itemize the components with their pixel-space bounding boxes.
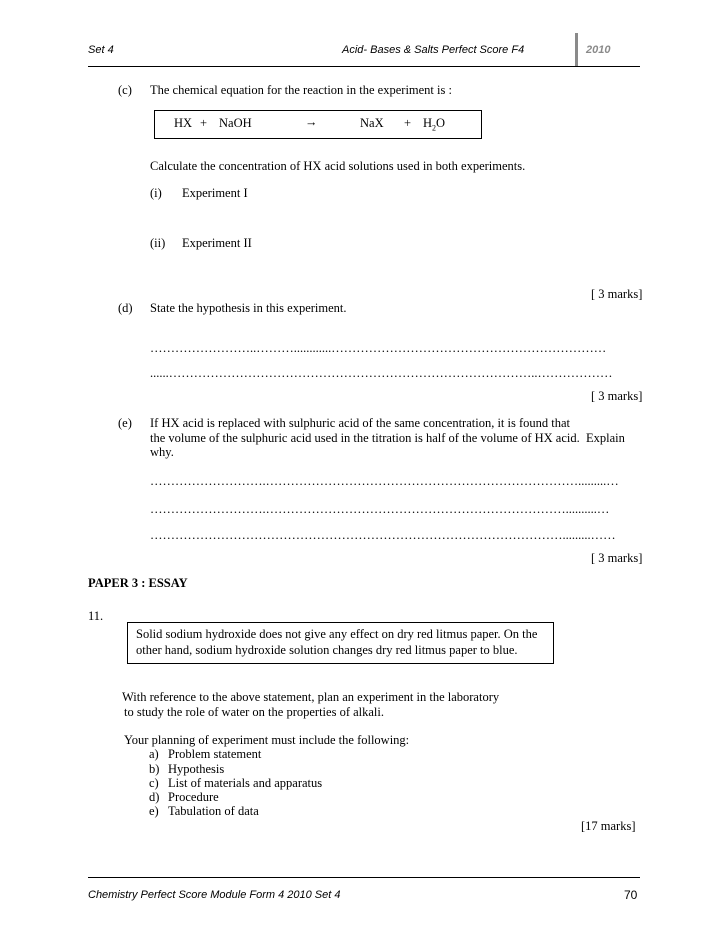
eq-hx: HX bbox=[174, 116, 193, 130]
header-set: Set 4 bbox=[88, 44, 114, 56]
plan-item-num: d) bbox=[149, 790, 160, 804]
statement-line-2: other hand, sodium hydroxide solution changes dry red litmus paper to blue. bbox=[136, 643, 518, 657]
d-marks: [ 3 marks] bbox=[591, 389, 643, 403]
header-divider bbox=[575, 33, 578, 66]
plan-item-text: List of materials and apparatus bbox=[168, 776, 323, 790]
d-answer-line-1: ……………………..………............………………………………………………………… bbox=[150, 341, 607, 355]
e-explain: Explain bbox=[586, 431, 625, 445]
eq-arrow: → bbox=[305, 115, 318, 129]
plan-item-text: Problem statement bbox=[168, 747, 262, 761]
plan-item-num: a) bbox=[149, 747, 159, 761]
plan-item-text: Procedure bbox=[168, 790, 219, 804]
e-question-line-1: If HX acid is replaced with sulphuric acid of the same concentration, it is found that bbox=[150, 416, 571, 430]
reference-line-1: With reference to the above statement, plan an experiment in the laboratory bbox=[122, 690, 500, 704]
c-item-num-2: (ii) bbox=[150, 236, 166, 250]
header-rule bbox=[88, 66, 640, 67]
e-answer-line-2: ……………………….………………………………………………………………..........… bbox=[150, 502, 610, 516]
eq-nax: NaX bbox=[360, 116, 384, 130]
plan-item-num: b) bbox=[149, 762, 160, 776]
plan-item-num: c) bbox=[149, 776, 159, 790]
footer-text: Chemistry Perfect Score Module Form 4 2010 Set 4 bbox=[88, 889, 341, 901]
d-question: State the hypothesis in this experiment. bbox=[150, 301, 347, 315]
plan-item-num: e) bbox=[149, 804, 159, 818]
e-marks: [ 3 marks] bbox=[591, 551, 643, 565]
e-label: (e) bbox=[118, 416, 132, 430]
page-number: 70 bbox=[624, 888, 638, 902]
c-intro: The chemical equation for the reaction in the experiment is : bbox=[150, 83, 452, 97]
statement-line-1: Solid sodium hydroxide does not give any effect on dry red litmus paper. On the bbox=[136, 627, 538, 641]
header-title: Acid- Bases & Salts Perfect Score F4 bbox=[342, 44, 525, 56]
e-answer-line-1: ……………………….………………………………………………………………….........… bbox=[150, 474, 619, 488]
e-question-line-2: the volume of the sulphuric acid used in the titration is half of the volume of HX acid. bbox=[150, 431, 580, 445]
statement-box bbox=[127, 622, 554, 664]
paper3-heading: PAPER 3 : ESSAY bbox=[88, 576, 188, 590]
eq-water: $H_2O$ bbox=[423, 116, 446, 133]
d-answer-line-2: ......……………………………………………………………………………..……………… bbox=[150, 366, 613, 380]
eq-plus-2: + bbox=[404, 116, 412, 130]
c-item-text-1: Experiment I bbox=[182, 186, 248, 200]
e-answer-line-3: ……………………………………………………………………………………….........…… bbox=[150, 528, 616, 542]
footer-rule bbox=[88, 877, 640, 878]
plan-item-text: Hypothesis bbox=[168, 762, 225, 776]
plan-item-text: Tabulation of data bbox=[168, 804, 259, 818]
question-number: 11. bbox=[88, 609, 104, 623]
c-label: (c) bbox=[118, 83, 132, 97]
paper3-marks: [17 marks] bbox=[581, 819, 636, 833]
plan-intro: Your planning of experiment must include the following: bbox=[124, 733, 410, 747]
c-instruction: Calculate the concentration of HX acid solutions used in both experiments. bbox=[150, 159, 526, 173]
equation-box bbox=[154, 110, 482, 139]
eq-plus-1: + bbox=[200, 116, 208, 130]
e-question-line-3: why. bbox=[150, 445, 174, 459]
c-item-text-2: Experiment II bbox=[182, 236, 252, 250]
c-marks: [ 3 marks] bbox=[591, 287, 643, 301]
header-year: 2010 bbox=[586, 44, 611, 56]
eq-naoh: NaOH bbox=[219, 116, 252, 130]
d-label: (d) bbox=[118, 301, 133, 315]
reference-line-2: to study the role of water on the properties of alkali. bbox=[124, 705, 384, 719]
c-item-num-1: (i) bbox=[150, 186, 162, 200]
